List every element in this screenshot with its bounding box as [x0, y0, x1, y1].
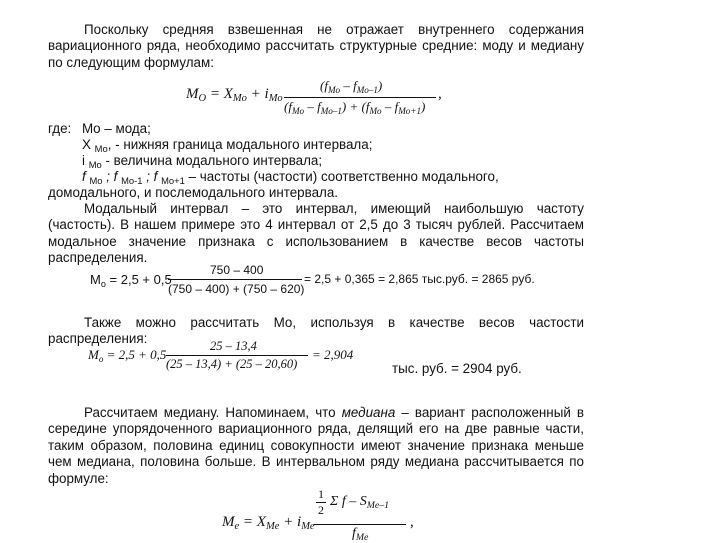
calc2-lhs: $M_o = 2,5 + 0,5$: [88, 347, 167, 364]
median-fraction-bar: [314, 524, 406, 525]
calc1-numerator: 750 – 400: [210, 263, 264, 277]
paragraph-modal-interval: [48, 201, 584, 267]
calc2-fraction-bar: [166, 355, 308, 356]
median-denominator: $f_{Me}$: [352, 526, 369, 543]
mode-formula-numerator: $(f_{Mo} - f_{Mo-1})$: [320, 78, 383, 95]
mode-formula-denominator: $(f_{Mo} - f_{Mo-1}) + (f_{Mo} - f_{Mo+1})$: [284, 99, 426, 116]
mode-formula-lhs: $M_O = X_{Mo} + i_{Mo}$: [186, 86, 283, 104]
definition-frequencies: f $_{Mo}$ ; f $_{Mo-1}$ ; f $_{Mo+1}$ – частоты (частости) соответственно модального,: [82, 169, 499, 186]
paragraph-modal-interval-text: Модальный интервал – это интервал, имеющий наибольшую частоту (частость). В нашем примере это 4 интервал от 2,5 до 3 тысяч рублей. Рассчитаем модальное значение признака с использованием в качестве весов частоты распределения.: [48, 201, 584, 266]
calc1-denominator: (750 – 400) + (750 – 620): [168, 282, 305, 296]
paragraph-median-text-b: – вариант расположенный в середине упорядоченного вариационного ряда, делящий его на две равные части, таким образом, половина единиц совокупности имеют значение признака меньше чем медиана, половина больше. В интервальном ряду медиана рассчитывается по формуле:: [48, 405, 584, 486]
median-numerator-sum: Σ f – $S_{Me-1}$: [330, 494, 390, 511]
median-formula-lhs: $M_e = X_{Me} + i_{Me}$: [222, 514, 315, 532]
calc1-lhs: $M_o = 2,5 + 0,5$: [90, 272, 172, 289]
definition-lower-bound: X $_{Mo}$, - нижняя граница модального интервала;: [82, 137, 373, 154]
paragraph-relative-weights-text: Также можно рассчитать Мо, используя в качестве весов частости распределения:: [48, 315, 584, 347]
mode-formula-fraction-bar: [284, 97, 436, 98]
calc1-result: = 2,5 + 0,365 = 2,865 тыс.руб. = 2865 руб.: [304, 272, 535, 286]
calc2-unit: тыс. руб. = 2904 руб.: [392, 361, 522, 376]
paragraph-median-emphasis: медиана: [341, 405, 396, 420]
mode-formula-comma: ,: [438, 86, 442, 102]
calc2-numerator: 25 – 13,4: [210, 339, 257, 353]
calc2-result: = 2,904: [312, 347, 354, 362]
paragraph-median-text-a: Рассчитаем медиану. Напоминаем, что: [84, 405, 342, 420]
definition-frequencies-cont: домодального, и послемодального интервала.: [48, 185, 338, 200]
paragraph-intro-text: Поскольку средняя взвешенная не отражает внутреннего содержания вариационного ряда, необходимо рассчитать структурные средние: моду и медиану по следующим формулам:: [48, 22, 584, 70]
calc2-denominator: (25 – 13,4) + (25 – 20,60): [166, 357, 298, 371]
paragraph-median: [48, 405, 584, 487]
paragraph-relative-weights: [48, 315, 584, 348]
definition-mode: Mo – мода;: [82, 121, 151, 136]
where-label: где:: [48, 121, 72, 136]
definition-interval-size: i $_{Mo}$ - величина модального интервала;: [82, 153, 323, 170]
median-half-denominator: 2: [318, 503, 324, 517]
calc1-fraction-bar: [168, 279, 302, 280]
median-formula-comma: ,: [410, 514, 414, 530]
median-half-numerator: 1: [318, 487, 324, 501]
paragraph-intro: [48, 22, 584, 71]
